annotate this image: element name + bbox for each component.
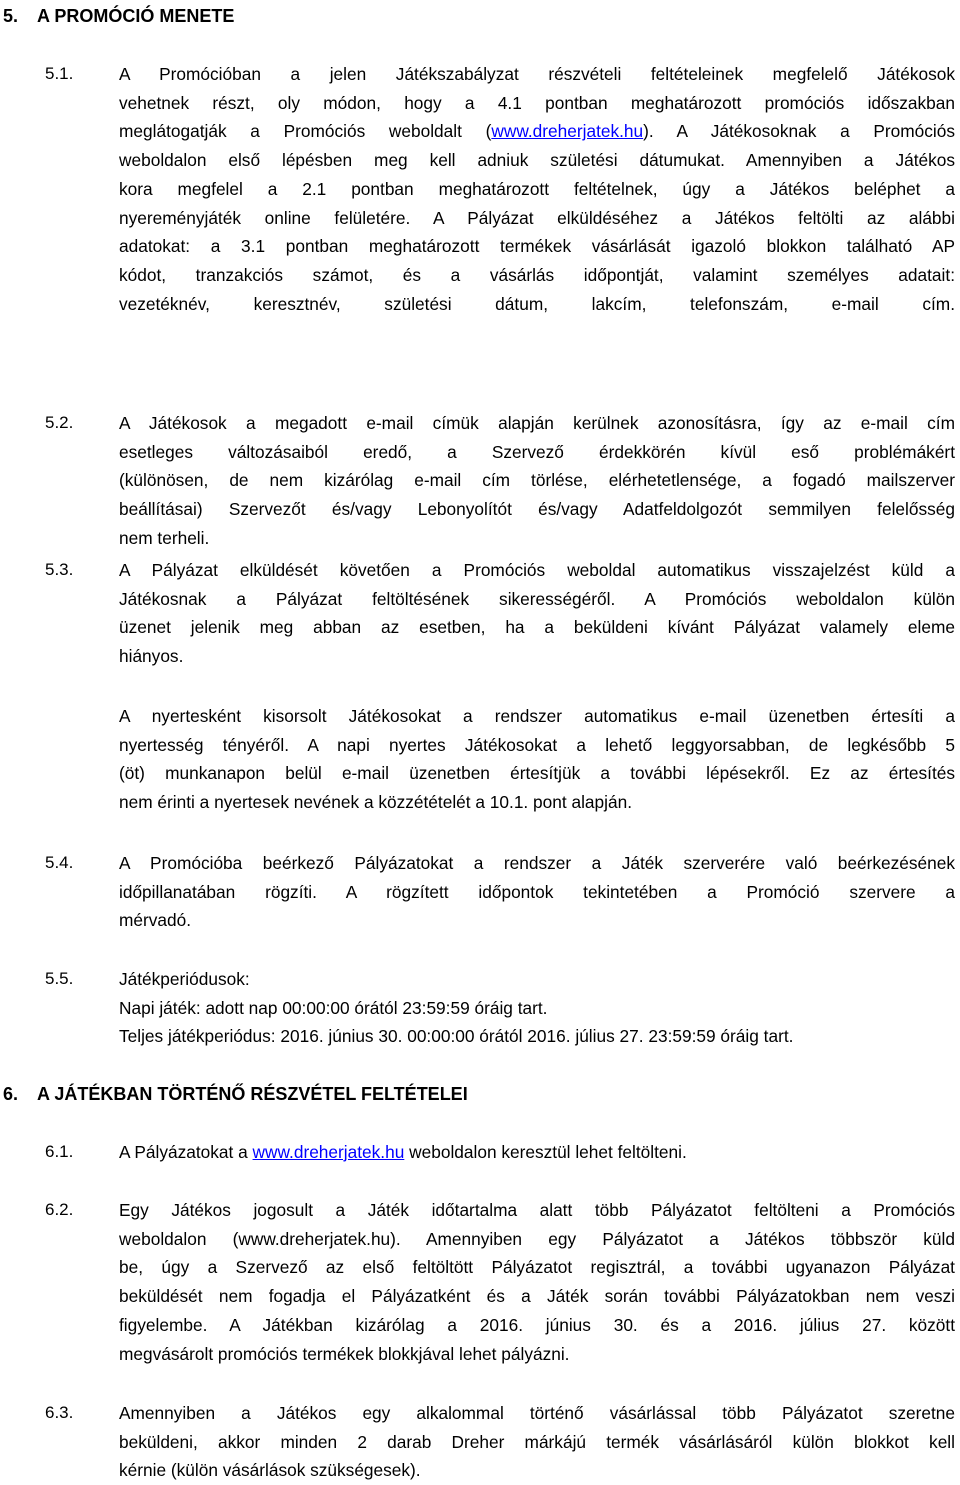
text-line: beállításai) Szervezőt és/vagy Lebonyolítót és/vagy Adatfeldolgozót semmilyen felelősség [119,499,955,520]
text-line: Játékperiódusok: [119,969,250,989]
clause-5-5 [119,965,955,1051]
text-line: Napi játék: adott nap 00:00:00 órától 23:59:59 óráig tart. [119,997,548,1018]
text-line: be, úgy a Szervező az első feltöltött Pályázatot regisztrál, a további ugyanazon Pályázat [119,1257,955,1278]
text-line: beküldését nem fogadja el Pályázatként és a Játék során további Pályázatokban nem veszi [119,1286,955,1307]
text-line: nem érinti a nyertesek nevének a közzétételét a 10.1. pont alapján. [119,792,633,813]
text-line: weboldalon (www.dreherjatek.hu). Amennyiben egy Pályázatot a Játékos többször küld [119,1228,955,1249]
clause-6-3 [119,1399,955,1485]
text-line: A Játékosok a megadott e-mail címük alapján kerülnek azonosításra, így az e-mail cím [119,413,955,433]
text-line: figyelembe. A Játékban kizárólag a 2016. június 30. és a 2016. július 27. között [119,1314,955,1335]
text-line: esetleges változásaiból eredő, a Szervező érdekkörén kívül eső problémákért [119,441,955,462]
clause-number: 5.4. [45,853,74,872]
clause-number: 5.1. [45,64,74,83]
text-segment: A Pályázatokat a [119,1142,253,1162]
text-line: időpillanatában rögzíti. A rögzített időpontok tekintetében a Promóció szervere a [119,881,955,902]
text-line: hiányos. [119,646,184,667]
text-line: (öt) munkanapon belül e-mail üzenetben értesítjük a további lépésekről. Ez az értesítés [119,763,955,784]
clause-6-2 [119,1196,955,1368]
text-line: nyereményjáték online felületére. A Pályázat elküldéséhez a Játékos feltölti az alábbi [119,207,955,228]
text-line [119,117,955,146]
text-line: üzenet jelenik meg abban az esetben, ha a beküldeni kívánt Pályázat valamely eleme [119,617,955,638]
text-line: kérnie (külön vásárlások szükségesek). [119,1460,421,1481]
clause-5-3-winners [119,702,955,817]
text-segment: weboldalon keresztül lehet feltölteni. [404,1142,687,1162]
section-number: 5. [3,6,19,26]
text-line: megvásárolt promóciós termékek blokkjával lehet pályázni. [119,1343,570,1364]
text-line: kora megfelel a 2.1 pontban meghatározott feltételnek, úgy a Játékos beléphet a [119,178,955,199]
clause-number: 6.3. [45,1403,74,1422]
text-line: vezetéknév, keresztnév, születési dátum, lakcím, telefonszám, e-mail cím. [119,293,955,314]
section-number: 6. [3,1084,19,1104]
clause-5-4 [119,849,955,935]
text-segment: ). A Játékosoknak a Promóciós [643,121,956,142]
clause-number: 5.3. [45,560,74,579]
section-5-heading [3,4,234,28]
clause-6-1 [119,1138,955,1167]
text-line [119,1138,955,1167]
text-line: nem terheli. [119,527,210,548]
text-line: kódot, tranzakciós számot, és a vásárlás időpontját, valamint személyes adatait: [119,264,955,285]
clause-number: 6.2. [45,1200,74,1219]
text-line: mérvadó. [119,910,192,931]
text-line: A Promócióba beérkező Pályázatokat a rendszer a Játék szerverére való beérkezésének [119,853,955,873]
clause-number: 5.2. [45,413,74,432]
text-line: Teljes játékperiódus: 2016. június 30. 00:00:00 órától 2016. július 27. 23:59:59 óráig tart. [119,1026,794,1047]
section-title: A PROMÓCIÓ MENETE [37,6,235,26]
clause-number: 5.5. [45,969,74,988]
text-line: (különösen, de nem kizárólag e-mail cím törlése, elérhetetlensége, a fogadó mailszerver [119,470,955,491]
clause-5-2 [119,409,955,553]
section-6-heading [3,1082,468,1106]
text-line: Amennyiben a Játékos egy alkalommal történő vásárlással több Pályázatot szeretne [119,1403,955,1423]
promo-website-link[interactable]: www.dreherjatek.hu [491,121,644,142]
text-line: A Promócióban a jelen Játékszabályzat részvételi feltételeinek megfelelő Játékosok [119,64,955,84]
text-segment: meglátogatják a Promóciós weboldalt ( [119,121,492,142]
text-line: A nyertesként kisorsolt Játékosokat a rendszer automatikus e-mail üzenetben értesíti a [119,706,955,726]
clause-5-3 [119,556,955,671]
clause-5-1 [119,60,955,318]
promo-website-link[interactable]: www.dreherjatek.hu [252,1142,405,1162]
section-title: A JÁTÉKBAN TÖRTÉNŐ RÉSZVÉTEL FELTÉTELEI [37,1084,468,1104]
text-line: Játékosnak a Pályázat feltöltésének sikerességéről. A Promóciós weboldalon külön [119,588,955,609]
text-line: Egy Játékos jogosult a Játék időtartalma alatt több Pályázatot feltölteni a Promóciós [119,1200,955,1220]
text-line: A Pályázat elküldését követően a Promóciós weboldal automatikus visszajelzést küld a [119,560,955,580]
text-line: adatokat: a 3.1 pontban meghatározott termékek vásárlását igazoló blokkon található AP [119,236,955,257]
text-line: nyertesség tényéről. A napi nyertes Játékosokat a lehető leggyorsabban, de legkésőbb 5 [119,734,955,755]
text-line: weboldalon első lépésben meg kell adniuk születési dátumukat. Amennyiben a Játékos [119,150,955,171]
clause-number: 6.1. [45,1142,74,1161]
text-line: beküldeni, akkor minden 2 darab Dreher márkájú termék vásárlásáról külön blokkot kell [119,1431,955,1452]
text-line: vehetnek részt, oly módon, hogy a 4.1 pontban meghatározott promóciós időszakban [119,92,955,113]
